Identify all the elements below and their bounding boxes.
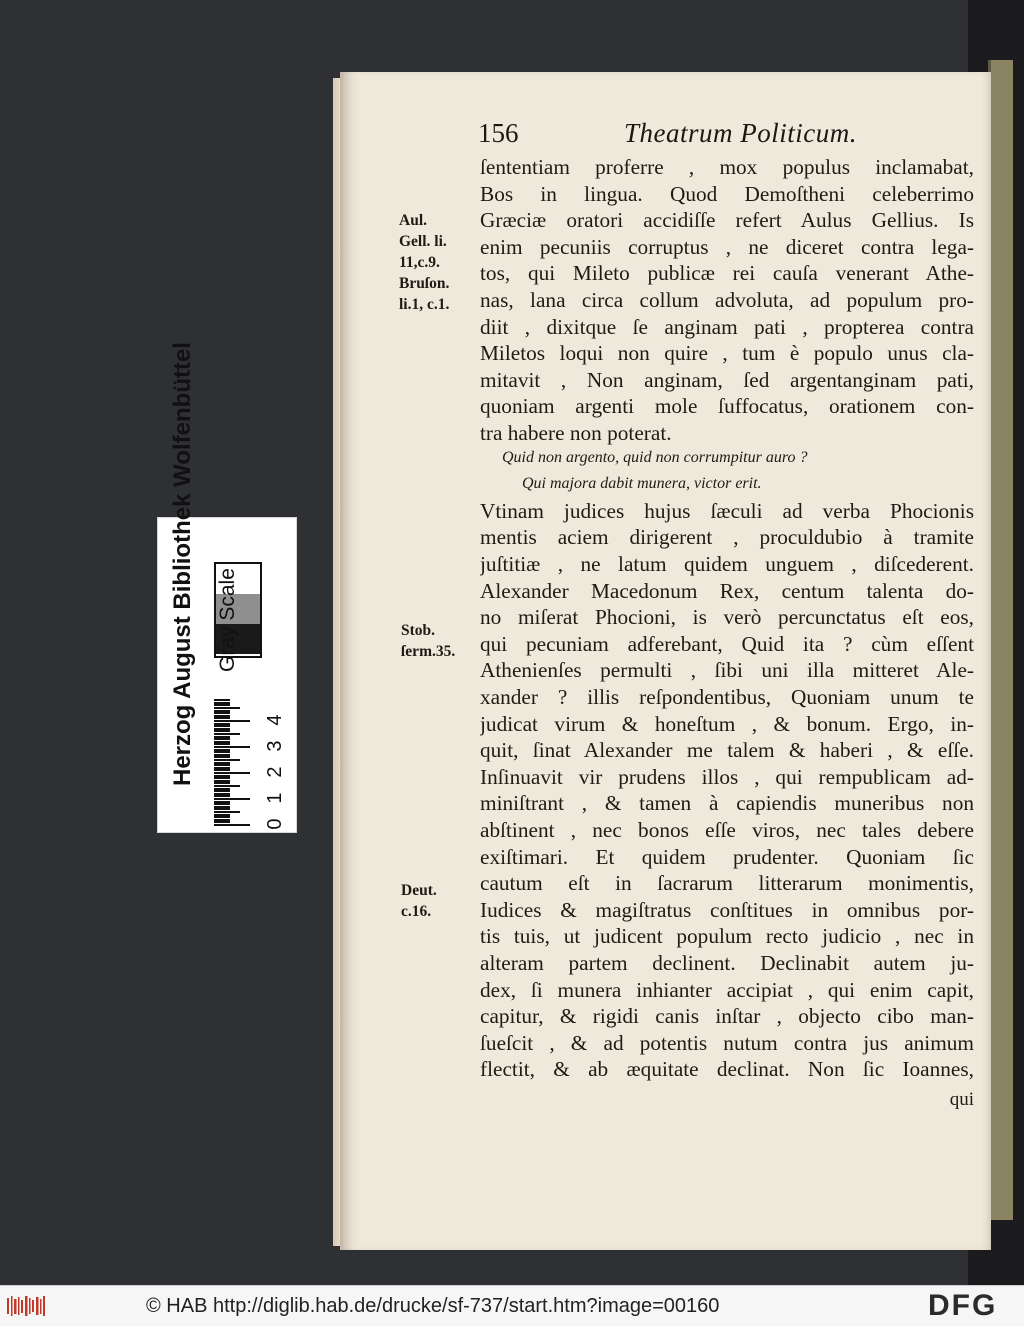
ruler-tick — [214, 811, 240, 813]
ruler-tick — [214, 780, 230, 782]
ruler-tick — [214, 764, 230, 766]
ruler-tick — [214, 736, 230, 738]
ruler-tick — [214, 710, 230, 712]
library-name: Herzog August Bibliothek Wolfenbüttel — [169, 342, 196, 786]
ruler-tick — [214, 720, 250, 722]
text-line: enim pecuniis corruptus , ne diceret contra lega- — [480, 234, 974, 259]
ruler-tick — [214, 795, 230, 797]
text-line: Qui majora dabit munera, victor erit. — [522, 475, 762, 493]
text-line: diit , dixitque ſe anginam pati , propterea contra — [480, 314, 974, 339]
ruler-tick — [214, 777, 230, 779]
marginal-note-line: ſerm.35. — [401, 643, 456, 660]
footer-bar — [0, 1285, 1024, 1326]
text-line: quoniam argenti mole ſuffocatus, orationem con- — [480, 394, 974, 419]
marginal-note-line: Gell. li. — [399, 233, 447, 250]
ruler-tick — [214, 704, 230, 706]
barcode-icon — [6, 1294, 46, 1318]
text-line: tis tuis, ut judicent populum recto judicio , nec in — [480, 924, 974, 949]
ruler-tick — [214, 699, 230, 701]
text-line: Bos in lingua. Quod Demoſtheni celeberrimo — [480, 181, 974, 206]
marginal-note-line: Bruſon. — [399, 275, 450, 292]
text-line: no miſerat Phocioni, is verò percunctatus eſt eos, — [480, 605, 974, 630]
ruler-tick — [214, 728, 230, 730]
dfg-logo: DFG — [928, 1289, 998, 1322]
ruler-tick — [214, 707, 240, 709]
ruler-tick — [214, 751, 230, 753]
text-line: nas, lana circa collum advoluta, ad populum pro- — [480, 288, 974, 312]
text-line: quit, ſinat Alexander me talem & haberi , & eſſe. — [480, 738, 974, 763]
ruler-tick — [214, 775, 230, 777]
marginal-note — [399, 210, 449, 315]
ruler-tick — [214, 816, 230, 818]
ruler-tick — [214, 798, 250, 800]
text-line: mitavit , Non anginam, ſed argentanginam pati, — [480, 367, 974, 392]
ruler-tick — [214, 702, 230, 704]
ruler-tick — [214, 738, 230, 740]
ruler-tick — [214, 769, 230, 771]
text-line: mentis aciem dirigerent , proculdubio à tramite — [480, 525, 974, 550]
ruler-number: 0 — [264, 818, 286, 830]
ruler-number: 1 — [264, 792, 286, 804]
marginal-note-line: c.16. — [401, 903, 432, 920]
marginal-note-line: 11,c.9. — [399, 254, 440, 271]
text-line: tra habere non poterat. — [480, 421, 672, 445]
text-line: Alexander Macedonum Rex, centum talenta do- — [480, 578, 974, 603]
text-line: capitur, & rigidi canis inſtar , objecto cibo man- — [480, 1004, 974, 1029]
text-line: flectit, & ab æquitate declinat. Non ſic Ioannes, — [480, 1057, 974, 1082]
running-title: Theatrum Politicum. — [624, 118, 857, 148]
text-line: ſueſcit , & ad potentis nutum contra jus animum — [480, 1030, 974, 1055]
ruler-tick — [214, 767, 230, 769]
gray-scale-label: Gray Scale — [216, 568, 239, 672]
marginal-note — [401, 620, 455, 662]
text-line: juſtitiæ , ne latum quidem unguem , diſcederent. — [480, 552, 974, 576]
text-line: ſententiam proferre , mox populus inclamabat, — [480, 155, 974, 179]
ruler-tick — [214, 749, 230, 751]
text-line: alteram partem declinent. Declinabit autem ju- — [480, 951, 974, 975]
ruler-tick — [214, 793, 230, 795]
ruler — [208, 688, 292, 830]
marginal-note-line: Aul. — [399, 212, 427, 229]
text-line: exiſtimari. Et quidem prudenter. Quoniam ſic — [480, 844, 974, 869]
ruler-tick — [214, 814, 230, 816]
text-line: Athenienſes permulti , ſibi uni illa mitteret Ale- — [480, 658, 974, 683]
ruler-tick — [214, 785, 240, 787]
ruler-tick — [214, 733, 240, 735]
ruler-tick — [214, 725, 230, 727]
ruler-tick — [214, 756, 230, 758]
ruler-tick — [214, 819, 230, 821]
ruler-tick — [214, 723, 230, 725]
ruler-tick — [214, 790, 230, 792]
catchword: qui — [949, 1089, 974, 1110]
ruler-tick — [214, 801, 230, 803]
copyright-link[interactable]: © HAB http://diglib.hab.de/drucke/sf-737/start.htm?image=00160 — [146, 1295, 720, 1317]
text-line: Inſinuavit vir prudens illos , qui rempublicam ad- — [480, 764, 974, 789]
text-line: qui pecuniam adferebant, Quid ita ? cùm eſſent — [480, 631, 974, 656]
ruler-tick — [214, 788, 230, 790]
ruler-number: 3 — [264, 740, 286, 752]
ruler-tick — [214, 782, 230, 784]
ruler-tick — [214, 759, 240, 761]
gray-scale-card — [157, 342, 297, 833]
ruler-tick — [214, 803, 230, 805]
text-line: Vtinam judices hujus ſæculi ad verba Phocionis — [480, 498, 974, 523]
ruler-tick — [214, 712, 230, 714]
ruler-tick — [214, 762, 230, 764]
ruler-tick — [214, 746, 250, 748]
ruler-tick — [214, 821, 230, 823]
ruler-tick — [214, 741, 230, 743]
ruler-tick — [214, 730, 230, 732]
ruler-tick — [214, 806, 230, 808]
text-line: judicat virum & honeſtum , & bonum. Ergo, in- — [480, 711, 974, 736]
book-spine-strip — [988, 60, 1013, 1220]
text-line: tos, qui Mileto publicæ rei cauſa venerant Athe- — [480, 261, 974, 286]
ruler-tick — [214, 824, 250, 826]
marginal-note — [401, 880, 437, 922]
ruler-tick — [214, 772, 250, 774]
text-line: dex, ſi munera inhianter accipiat , qui enim capit, — [480, 977, 974, 1002]
text-line: cautum eſt in ſacrarum litterarum monimentis, — [480, 871, 974, 896]
text-line: Miletos loqui non quire , tum è populo unus cla- — [480, 341, 974, 366]
ruler-tick — [214, 754, 230, 756]
text-line: miniſtrant , & tamen à capiendis muneribus non — [480, 791, 974, 816]
ruler-tick — [214, 717, 230, 719]
ruler-tick — [214, 743, 230, 745]
ruler-number: 4 — [264, 714, 286, 726]
marginal-note-line: Stob. — [401, 622, 436, 639]
marginal-note-line: Deut. — [401, 882, 437, 899]
text-line: abſtinent , nec bonos eſſe viros, nec tales debere — [480, 818, 974, 842]
running-head — [478, 118, 878, 152]
text-line: Iudices & magiſtratus conſtitues in omnibus por- — [480, 897, 974, 922]
page-number: 156 — [478, 118, 519, 148]
ruler-number: 2 — [264, 766, 286, 778]
text-line: xander ? illis reſpondentibus, Quoniam unum te — [480, 685, 974, 709]
text-line: Græciæ oratori accidiſſe refert Aulus Gellius. Is — [480, 208, 974, 233]
ruler-tick — [214, 715, 230, 717]
marginal-note-line: li.1, c.1. — [399, 296, 450, 313]
ruler-tick — [214, 808, 230, 810]
text-line: Quid non argento, quid non corrumpitur auro ? — [502, 448, 808, 466]
